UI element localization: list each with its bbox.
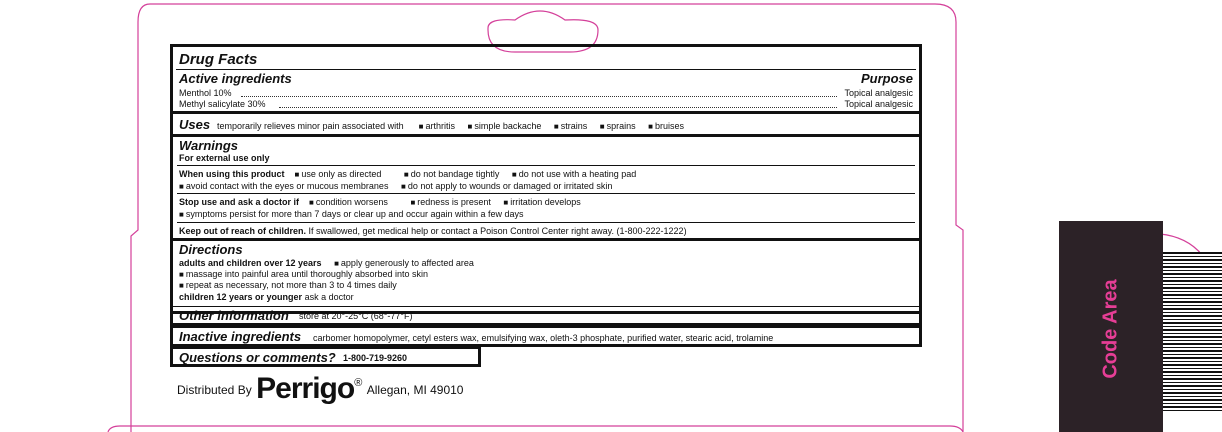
inactive-ingredients-heading: Inactive ingredients [179, 329, 302, 344]
leader-dots [279, 107, 837, 108]
when-using-line-2: ■ avoid contact with the eyes or mucous membranes ■ do not apply to wounds or damaged or irritated skin [179, 181, 612, 192]
use-item: ■ simple backache [467, 121, 541, 131]
stop-use-line-2: ■ symptoms persist for more than 7 days or clear up and occur again within a few days [179, 209, 524, 220]
external-use-text: For external use only [179, 153, 270, 163]
active-ingredient-1: Menthol 10% [179, 88, 232, 98]
directions-children: children 12 years or younger ask a doctor [179, 292, 354, 302]
distributor-line [177, 372, 463, 408]
when-using-line-1: When using this product ■ use only as directed ■ do not bandage tightly ■ do not use with a heating pad [179, 169, 636, 180]
questions-heading: Questions or comments? [179, 350, 336, 365]
inactive-ingredients-box [170, 325, 922, 347]
leader-dots [241, 96, 837, 97]
divider [177, 165, 915, 166]
questions-box [170, 346, 481, 367]
use-item: ■ arthritis [419, 121, 455, 131]
uses-text: temporarily relieves minor pain associated with ■ arthritis ■ simple backache ■ strains ■ sprains ■ bruises [217, 121, 684, 132]
purpose-1: Topical analgesic [844, 88, 913, 98]
perrigo-logo: Perrigo [256, 372, 355, 405]
purpose-2: Topical analgesic [844, 99, 913, 109]
directions-adults: adults and children over 12 years ■ apply generously to affected area [179, 258, 474, 269]
other-information-box [170, 306, 922, 326]
directions-heading: Directions [179, 242, 243, 257]
code-area-block [1059, 221, 1163, 432]
inactive-ingredients-text: carbomer homopolymer, cetyl esters wax, emulsifying wax, oleth-3 phosphate, purified water, stearic acid, trolamine [313, 333, 774, 343]
drug-facts-panel [170, 44, 922, 314]
divider [176, 69, 916, 70]
section-divider [173, 111, 919, 114]
directions-step: ■ repeat as necessary, not more than 3 to 4 times daily [179, 280, 397, 291]
use-item: ■ strains [554, 121, 587, 131]
questions-phone: 1-800-719-9260 [343, 353, 408, 363]
registered-mark: ® [354, 376, 363, 389]
code-area-label: Code Area [1099, 279, 1122, 379]
purpose-heading: Purpose [860, 71, 913, 86]
uses-heading: Uses [179, 117, 211, 132]
other-information-heading: Other information [179, 308, 289, 323]
keep-out-of-reach: Keep out of reach of children. If swallowed, get medical help or contact a Poison Control Center right away. (1-800-222-1222) [179, 226, 687, 236]
divider [177, 193, 915, 194]
warnings-heading: Warnings [179, 138, 238, 153]
section-divider [173, 134, 919, 137]
section-divider [173, 238, 919, 241]
stop-use-line-1: Stop use and ask a doctor if ■ condition worsens ■ redness is present ■ irritation develops [179, 197, 581, 208]
use-item: ■ sprains [600, 121, 636, 131]
distributor-address: Allegan, MI 49010 [366, 383, 464, 397]
distributed-by-text: Distributed By [177, 383, 252, 397]
directions-step: ■ massage into painful area until thoroughly absorbed into skin [179, 269, 428, 280]
other-information-text: store at 20°-25°C (68°-77°F) [299, 311, 413, 321]
use-item: ■ bruises [648, 121, 684, 131]
barcode [1163, 252, 1222, 412]
divider [177, 222, 915, 223]
drug-facts-title: Drug Facts [179, 51, 258, 68]
active-ingredients-heading: Active ingredients [179, 71, 292, 86]
active-ingredient-2: Methyl salicylate 30% [179, 99, 266, 109]
